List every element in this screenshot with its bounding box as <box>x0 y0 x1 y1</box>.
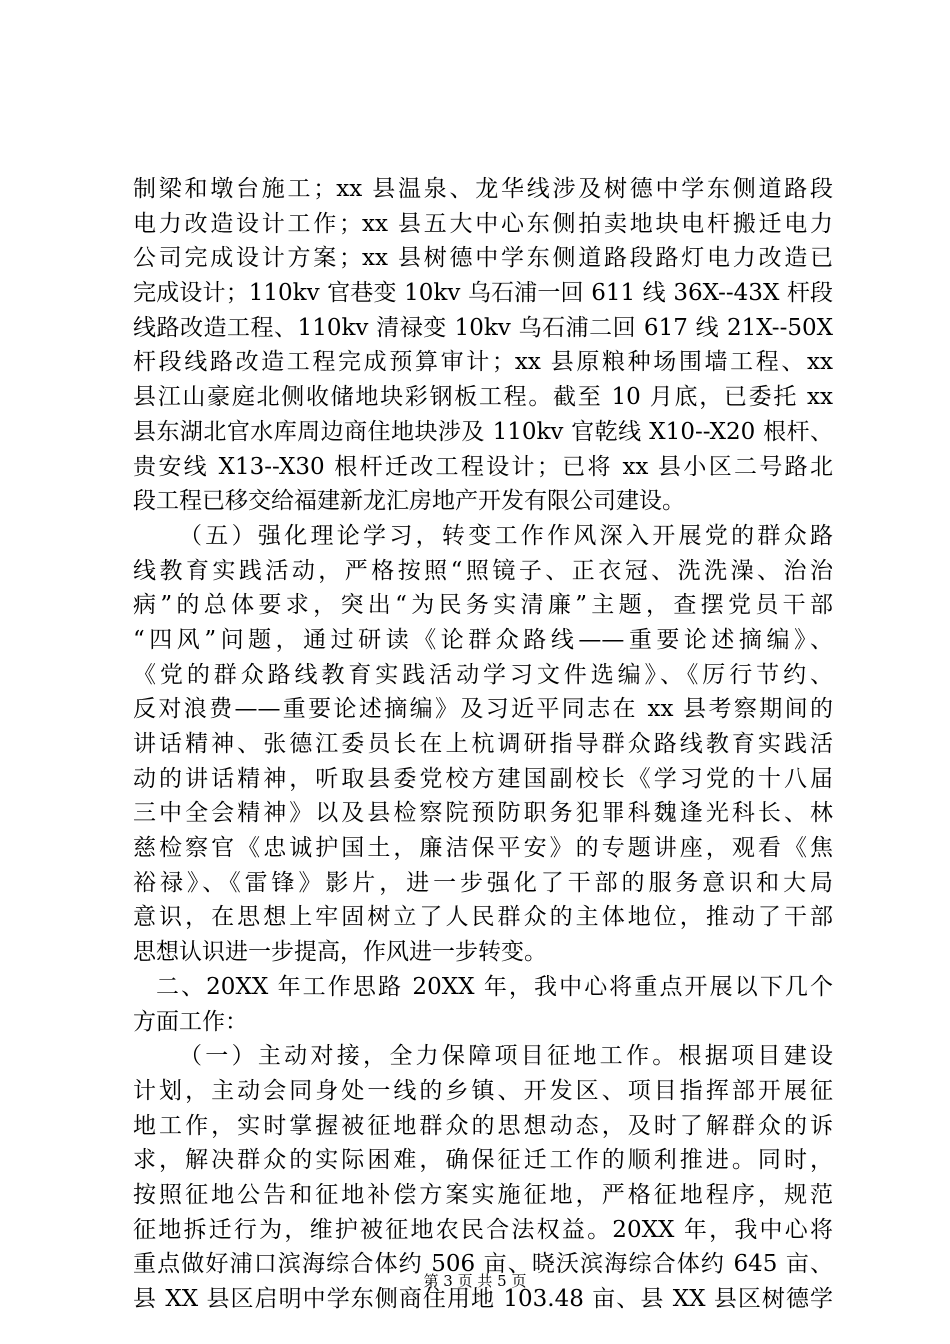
text-line: 县 XX 县区启明中学东侧商住用地 103.48 亩、县 XX 县区树德学 <box>133 1286 833 1312</box>
text-line: 反对浪费——重要论述摘编》及习近平同志在 xx 县考察期间的 <box>133 696 833 723</box>
text-line: 地工作，实时掌握被征地群众的思想动态，及时了解群众的诉 <box>133 1112 833 1139</box>
text-line: 完成设计；110kv 官巷变 10kv 乌石浦一回 611 线 36X--43X 杆段 <box>133 280 833 307</box>
text-line: 重点做好浦口滨海综合体约 506 亩、晓沃滨海综合体约 645 亩、 <box>133 1251 833 1278</box>
text-line: 公司完成设计方案；xx 县树德中学东侧道路段路灯电力改造已 <box>133 245 833 272</box>
paragraph-heading-line: （一）主动对接，全力保障项目征地工作。根据项目建设 <box>179 1043 833 1070</box>
page-number-footer: 第 3 页 共 5 页 <box>423 1272 527 1290</box>
text-line: 县江山豪庭北侧收储地块彩钢板工程。截至 10 月底，已委托 xx <box>133 384 833 411</box>
text-line: 病”的总体要求，突出“为民务实清廉”主题，查摆党员干部 <box>133 592 833 619</box>
text-line: 计划，主动会同身处一线的乡镇、开发区、项目指挥部开展征 <box>133 1077 833 1104</box>
text-line: 杆段线路改造工程完成预算审计；xx 县原粮种场围墙工程、xx <box>133 349 833 376</box>
text-line: 慈检察官《忠诚护国土，廉洁保平安》的专题讲座，观看《焦 <box>133 835 833 862</box>
text-line: 线教育实践活动，严格按照“照镜子、正衣冠、洗洗澡、治治 <box>133 557 833 584</box>
text-line: 动的讲话精神，听取县委党校方建国副校长《学习党的十八届 <box>133 765 833 792</box>
text-line: 求，解决群众的实际困难，确保征迁工作的顺利推进。同时， <box>133 1147 833 1174</box>
text-line: 按照征地公告和征地补偿方案实施征地，严格征地程序，规范 <box>133 1181 833 1208</box>
text-line: 县东湖北官水库周边商住地块涉及 110kv 官乾线 X10--X20 根杆、 <box>133 418 833 445</box>
text-line: 征地拆迁行为，维护被征地农民合法权益。20XX 年，我中心将 <box>133 1216 833 1243</box>
text-line: 电力改造设计工作；xx 县五大中心东侧拍卖地块电杆搬迁电力 <box>133 210 833 237</box>
text-line: 裕禄》、《雷锋》影片，进一步强化了干部的服务意识和大局 <box>133 869 833 896</box>
text-line: 方面工作： <box>133 1008 248 1035</box>
text-line: 意识，在思想上牢固树立了人民群众的主体地位，推动了干部 <box>133 904 833 931</box>
text-line: 思想认识进一步提高，作风进一步转变。 <box>133 939 547 966</box>
text-line: 《党的群众路线教育实践活动学习文件选编》、《厉行节约、 <box>133 661 833 688</box>
paragraph-heading-line: （五）强化理论学习，转变工作作风深入开展党的群众路 <box>179 522 833 549</box>
text-line: 线路改造工程、110kv 清禄变 10kv 乌石浦二回 617 线 21X--50X <box>133 314 833 341</box>
text-line: 三中全会精神》以及县检察院预防职务犯罪科魏逢光科长、林 <box>133 800 833 827</box>
section-heading-line: 二、20XX 年工作思路 20XX 年，我中心将重点开展以下几个 <box>156 973 833 1000</box>
text-line: “四风”问题，通过研读《论群众路线——重要论述摘编》、 <box>133 626 833 653</box>
body-text <box>133 172 833 1317</box>
text-line: 讲话精神、张德江委员长在上杭调研指导群众路线教育实践活 <box>133 731 833 757</box>
text-line: 制梁和墩台施工；xx 县温泉、龙华线涉及树德中学东侧道路段 <box>133 176 833 202</box>
text-line: 贵安线 X13--X30 根杆迁改工程设计；已将 xx 县小区二号路北 <box>133 453 833 480</box>
text-line: 段工程已移交给福建新龙汇房地产开发有限公司建设。 <box>133 488 685 515</box>
